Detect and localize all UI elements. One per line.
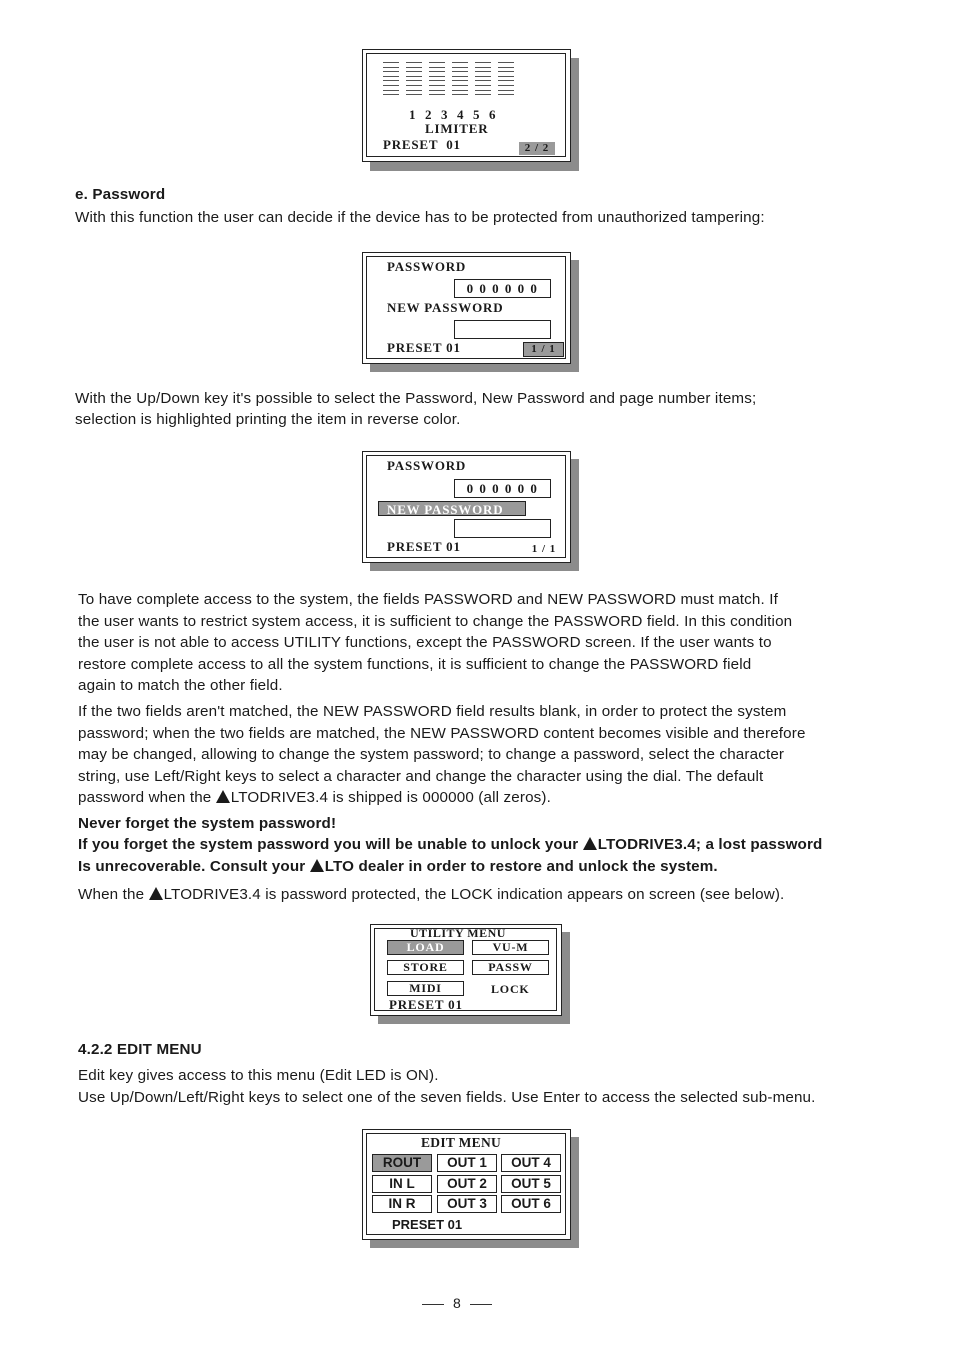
match-line-5-after: LTODRIVE3.4 is shipped is 000000 (all zeros). bbox=[230, 789, 551, 806]
alto-logo-triangle-icon bbox=[583, 837, 597, 850]
utility-load-button[interactable]: LOAD bbox=[387, 940, 464, 955]
edit-menu-line-1: Edit key gives access to this menu (Edit LED is ON). bbox=[78, 1067, 439, 1084]
password-heading: e. Password bbox=[75, 186, 166, 203]
access-line-2: the user wants to restrict system access, it is sufficient to change the PASSWORD field. In this condition bbox=[78, 613, 793, 630]
lock-text bbox=[78, 884, 784, 906]
vu-meter-segment bbox=[429, 80, 445, 81]
vu-meter-segment bbox=[429, 62, 445, 63]
vu-meter-segment bbox=[452, 85, 468, 86]
warning-line-2-before: If you forget the system password you will be unable to unlock your bbox=[78, 836, 583, 853]
match-line-4: string, use Left/Right keys to select a character and change the character using the dial. The default bbox=[78, 768, 764, 785]
vu-meter-segment bbox=[498, 80, 514, 81]
vu-meter-segment bbox=[452, 76, 468, 77]
password-field[interactable]: 0 0 0 0 0 0 bbox=[454, 479, 551, 498]
vu-meter-segment bbox=[475, 94, 491, 95]
utility-passw-button[interactable]: PASSW bbox=[472, 960, 549, 975]
vu-meter-segment bbox=[383, 62, 399, 63]
warning-line-3-after: LTO dealer in order to restore and unlock the system. bbox=[324, 858, 718, 875]
vu-meter-segment bbox=[383, 71, 399, 72]
vu-meter-segment bbox=[429, 76, 445, 77]
vu-meter-segment bbox=[406, 62, 422, 63]
edit-preset: PRESET 01 bbox=[392, 1217, 463, 1232]
vu-meter-segment bbox=[406, 80, 422, 81]
utility-menu-title: UTILITY MENU bbox=[410, 926, 506, 940]
vu-meter-segment bbox=[383, 85, 399, 86]
utility-store-button[interactable]: STORE bbox=[387, 960, 464, 975]
access-line-4: restore complete access to all the system functions, it is sufficient to change the PASSWORD field bbox=[78, 656, 752, 673]
match-line-5 bbox=[78, 787, 551, 809]
vu-meter-segment bbox=[475, 80, 491, 81]
edit-menu-heading: 4.2.2 EDIT MENU bbox=[78, 1041, 202, 1058]
warning-line-3 bbox=[78, 856, 718, 878]
password-field[interactable]: 0 0 0 0 0 0 bbox=[454, 279, 551, 298]
match-line-2: password; when the two fields are matched, the NEW PASSWORD content becomes visible and therefore bbox=[78, 725, 806, 742]
vu-meter-segment bbox=[429, 85, 445, 86]
password-label: PASSWORD bbox=[387, 259, 467, 274]
page-number: 8 bbox=[453, 1295, 461, 1311]
utility-lock-indicator: LOCK bbox=[491, 982, 530, 996]
warning-line-2 bbox=[78, 834, 822, 856]
vu-meter-segment bbox=[498, 67, 514, 68]
lock-text-before: When the bbox=[78, 886, 149, 903]
limiter-channel-numbers: 1 2 3 4 5 6 bbox=[409, 107, 497, 122]
vu-meter-segment bbox=[406, 85, 422, 86]
vu-meter-segment bbox=[406, 76, 422, 77]
access-line-3: the user is not able to access UTILITY functions, except the PASSWORD screen. If the user wants to bbox=[78, 634, 772, 651]
vu-meter-segment bbox=[452, 90, 468, 91]
alto-logo-triangle-icon bbox=[310, 859, 324, 872]
password-page-indicator[interactable]: 1 / 1 bbox=[531, 543, 557, 555]
vu-meter-segment bbox=[406, 67, 422, 68]
vu-meter-segment bbox=[452, 62, 468, 63]
match-line-5-before: password when the bbox=[78, 789, 216, 806]
lock-text-after: LTODRIVE3.4 is password protected, the LOCK indication appears on screen (see below). bbox=[163, 886, 785, 903]
password-page-indicator[interactable]: 1 / 1 bbox=[523, 342, 564, 357]
limiter-title: LIMITER bbox=[425, 121, 489, 136]
vu-meter-bars bbox=[383, 62, 523, 102]
vu-meter-segment bbox=[475, 71, 491, 72]
password-preset: PRESET 01 bbox=[387, 340, 461, 355]
vu-meter-segment bbox=[452, 94, 468, 95]
vu-meter-segment bbox=[383, 94, 399, 95]
vu-meter-segment bbox=[383, 80, 399, 81]
access-line-5: again to match the other field. bbox=[78, 677, 283, 694]
warning-line-3-before: Is unrecoverable. Consult your bbox=[78, 858, 310, 875]
vu-meter-segment bbox=[498, 94, 514, 95]
vu-meter-segment bbox=[383, 90, 399, 91]
page-footer bbox=[422, 1295, 492, 1313]
select-text-line-1: With the Up/Down key it's possible to select the Password, New Password and page number items; bbox=[75, 390, 757, 407]
edit-out5-button[interactable]: OUT 5 bbox=[501, 1175, 561, 1193]
edit-rout-button[interactable]: ROUT bbox=[372, 1154, 432, 1172]
vu-meter-segment bbox=[452, 80, 468, 81]
edit-menu-line-2: Use Up/Down/Left/Right keys to select one of the seven fields. Use Enter to access the selected sub-menu. bbox=[78, 1089, 816, 1106]
new-password-label: NEW PASSWORD bbox=[387, 300, 504, 315]
vu-meter-segment bbox=[406, 71, 422, 72]
new-password-label-highlighted[interactable]: NEW PASSWORD bbox=[378, 501, 526, 516]
vu-meter-segment bbox=[383, 76, 399, 77]
utility-midi-button[interactable]: MIDI bbox=[387, 981, 464, 996]
warning-line-1: Never forget the system password! bbox=[78, 815, 337, 832]
vu-meter-segment bbox=[429, 90, 445, 91]
vu-meter-segment bbox=[498, 90, 514, 91]
utility-vum-button[interactable]: VU-M bbox=[472, 940, 549, 955]
edit-inl-button[interactable]: IN L bbox=[372, 1175, 432, 1193]
edit-menu-title: EDIT MENU bbox=[421, 1135, 502, 1150]
edit-out4-button[interactable]: OUT 4 bbox=[501, 1154, 561, 1172]
vu-meter-segment bbox=[475, 90, 491, 91]
vu-meter-segment bbox=[498, 71, 514, 72]
limiter-preset: PRESET 01 bbox=[383, 137, 461, 152]
password-label: PASSWORD bbox=[387, 458, 467, 473]
match-line-3: may be changed, allowing to change the system password; to change a password, select the character bbox=[78, 746, 785, 763]
password-preset: PRESET 01 bbox=[387, 539, 461, 554]
vu-meter-segment bbox=[475, 67, 491, 68]
warning-line-2-after: LTODRIVE3.4; a lost password bbox=[597, 836, 823, 853]
select-text-line-2: selection is highlighted printing the item in reverse color. bbox=[75, 411, 461, 428]
vu-meter-segment bbox=[452, 67, 468, 68]
vu-meter-segment bbox=[498, 76, 514, 77]
password-intro: With this function the user can decide if the device has to be protected from unauthorized tampering: bbox=[75, 209, 765, 226]
alto-logo-triangle-icon bbox=[149, 887, 163, 900]
alto-logo-triangle-icon bbox=[216, 790, 230, 803]
vu-meter-segment bbox=[406, 90, 422, 91]
edit-out2-button[interactable]: OUT 2 bbox=[437, 1175, 497, 1193]
vu-meter-segment bbox=[498, 85, 514, 86]
vu-meter-segment bbox=[429, 67, 445, 68]
edit-out6-button[interactable]: OUT 6 bbox=[501, 1195, 561, 1213]
vu-meter-segment bbox=[429, 71, 445, 72]
edit-out3-button[interactable]: OUT 3 bbox=[437, 1195, 497, 1213]
vu-meter-segment bbox=[475, 76, 491, 77]
vu-meter-segment bbox=[452, 71, 468, 72]
utility-preset: PRESET 01 bbox=[389, 997, 463, 1012]
vu-meter-segment bbox=[475, 62, 491, 63]
new-password-field[interactable] bbox=[454, 519, 551, 538]
vu-meter-segment bbox=[475, 85, 491, 86]
limiter-page-indicator: 2 / 2 bbox=[519, 142, 555, 155]
vu-meter-segment bbox=[406, 94, 422, 95]
vu-meter-segment bbox=[498, 62, 514, 63]
vu-meter-segment bbox=[429, 94, 445, 95]
vu-meter-segment bbox=[383, 67, 399, 68]
new-password-field[interactable] bbox=[454, 320, 551, 339]
access-line-1: To have complete access to the system, the fields PASSWORD and NEW PASSWORD must match. If bbox=[78, 591, 778, 608]
edit-inr-button[interactable]: IN R bbox=[372, 1195, 432, 1213]
edit-out1-button[interactable]: OUT 1 bbox=[437, 1154, 497, 1172]
match-line-1: If the two fields aren't matched, the NEW PASSWORD field results blank, in order to protect the system bbox=[78, 703, 787, 720]
